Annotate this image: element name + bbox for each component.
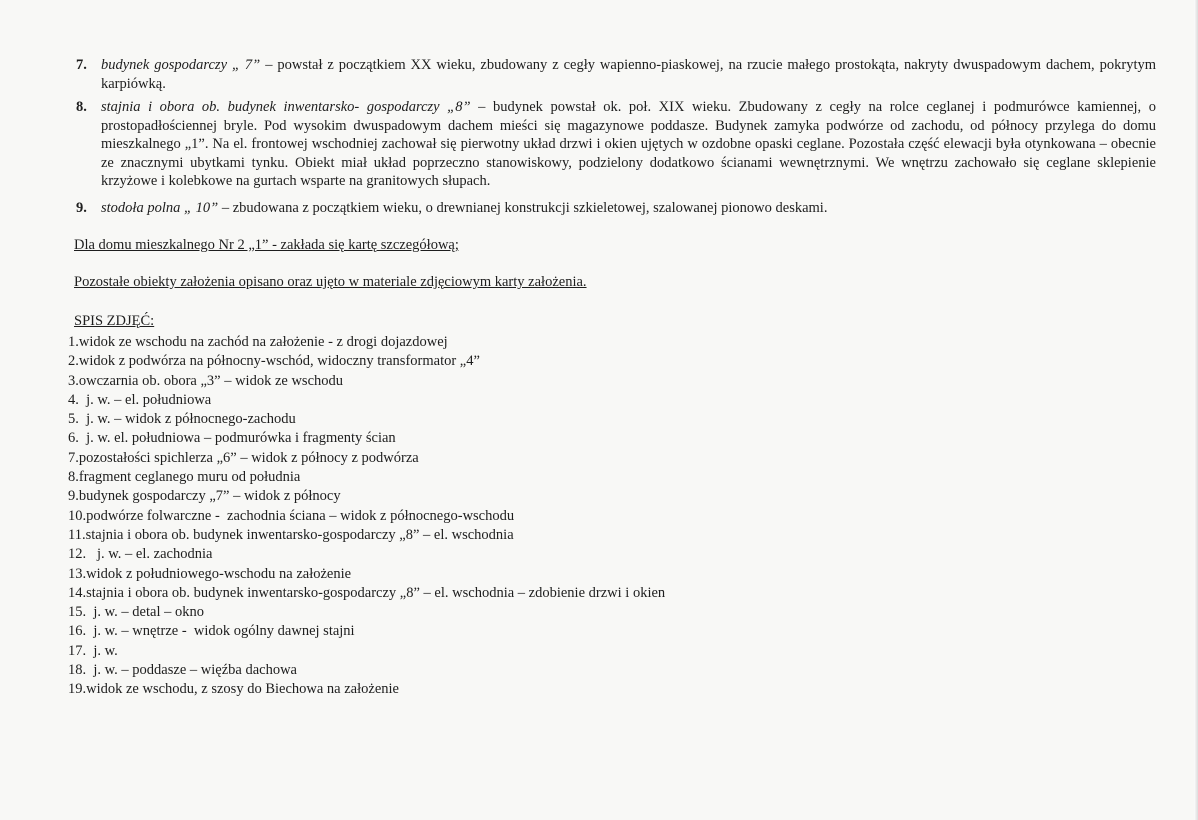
photo-description: j. w. – el. południowa: [78, 391, 212, 408]
photo-list-item: [68, 565, 665, 584]
photo-list-item: [68, 487, 665, 506]
photo-list-item: [68, 449, 665, 468]
scan-edge: [1194, 0, 1198, 820]
photo-list-item: [68, 545, 665, 564]
photo-number: 8.: [68, 469, 79, 486]
entry-number: 7.: [76, 57, 87, 73]
photo-description: widok z podwórza na północny-wschód, widoczny transformator „4”: [78, 353, 480, 370]
photo-number: 3.: [68, 372, 79, 389]
photo-description: j. w. – widok z północnego-zachodu: [78, 411, 296, 428]
photo-description: budynek gospodarczy „7” – widok z północy: [78, 488, 341, 505]
entry-description: – zbudowana z początkiem wieku, o drewnianej konstrukcji szkieletowej, szalowanej pionowo deskami.: [218, 200, 828, 216]
spis-zdjec-title: SPIS ZDJĘĆ:: [74, 313, 155, 329]
photo-list-item: [68, 642, 665, 661]
photo-description: j. w. – poddasze – więźba dachowa: [86, 662, 297, 679]
photo-number: 10.: [68, 507, 87, 524]
photo-number: 17.: [68, 642, 87, 659]
photo-list-item: [68, 584, 665, 603]
photo-description: widok ze wschodu na zachód na założenie - z drogi dojazdowej: [78, 334, 448, 350]
entry-number: 9.: [76, 200, 87, 216]
photo-number: 15.: [68, 604, 87, 621]
photo-list-item: [68, 680, 665, 699]
photo-description: j. w.: [86, 642, 118, 659]
photo-list-item: [68, 468, 665, 487]
photo-description: j. w. – el. zachodnia: [86, 546, 213, 563]
building-entry-9: [76, 199, 1156, 218]
entry-number: 8.: [76, 99, 87, 115]
photo-number: 5.: [68, 411, 79, 428]
photo-list-item: [68, 603, 665, 622]
photo-description: j. w. el. południowa – podmurówka i fragmenty ścian: [78, 430, 396, 447]
photo-number: 1.: [68, 334, 79, 350]
entry-text: [101, 98, 1156, 191]
photo-description: j. w. – wnętrze - widok ogólny dawnej stajni: [86, 623, 355, 640]
photo-number: 2.: [68, 353, 79, 370]
photo-list-item: [68, 526, 665, 545]
photo-number: 12.: [68, 546, 87, 563]
note-dom-mieszkalny: Dla domu mieszkalnego Nr 2 „1” - zakłada się kartę szczegółową;: [74, 237, 459, 253]
note-pozostale-obiekty: Pozostałe obiekty założenia opisano oraz ujęto w materiale zdjęciowym karty założenia.: [74, 274, 587, 290]
photo-number: 11.: [68, 526, 86, 543]
entry-text: [101, 56, 1156, 93]
photo-list-item: [68, 333, 665, 352]
entry-description: – budynek powstał ok. poł. XIX wieku. Zbudowany z cegły na rolce ceglanej i podmurówce kamiennej, o prostopadłościennej bryle. Pod wysokim dwuspadowym dachem mieści się magazynowe poddasze. Budynek zamyka podwórze od zachodu, od północy przylega do domu mieszkalnego „1”. Na el. frontowej wschodniej zachował się pierwotny układ drzwi i okien ujętych w ozdobne opaski ceglane. Pozostała część elewacji była otynkowana – obecnie ze znacznymi ubytkami tynku. Obiekt miał układ poprzeczno stanowiskowy, podzielony dodatkowo ścianami wewnętrznymi. We wnętrzu zachowało się ceglane sklepienie krzyżowe i kolebkowe na gurtach wsparte na granitowych słupach.: [101, 99, 1157, 189]
photo-list-item: [68, 372, 665, 391]
photo-number: 18.: [68, 662, 87, 679]
photo-number: 4.: [68, 391, 79, 408]
entry-name: budynek gospodarczy „ 7”: [101, 57, 261, 73]
photo-number: 19.: [68, 681, 87, 698]
photo-list-item: [68, 352, 665, 371]
building-entry-8: [76, 98, 1156, 191]
photo-list: [68, 333, 665, 700]
photo-description: owczarnia ob. obora „3” – widok ze wschodu: [78, 372, 344, 389]
photo-list-item: [68, 410, 665, 429]
photo-description: stajnia i obora ob. budynek inwentarsko-gospodarczy „8” – el. wschodnia – zdobienie drzwi i okien: [86, 584, 666, 601]
photo-number: 13.: [68, 565, 87, 582]
photo-list-item: [68, 507, 665, 526]
photo-description: podwórze folwarczne - zachodnia ściana – widok z północnego-wschodu: [86, 507, 515, 524]
photo-description: pozostałości spichlerza „6” – widok z północy z podwórza: [78, 449, 419, 466]
photo-description: fragment ceglanego muru od południa: [78, 469, 301, 486]
photo-list-item: [68, 622, 665, 641]
photo-description: widok z południowego-wschodu na założenie: [86, 565, 352, 582]
photo-number: 7.: [68, 449, 79, 466]
photo-number: 9.: [68, 488, 79, 505]
photo-description: j. w. – detal – okno: [86, 604, 204, 621]
photo-list-item: [68, 661, 665, 680]
photo-description: stajnia i obora ob. budynek inwentarsko-gospodarczy „8” – el. wschodnia: [85, 526, 514, 543]
entry-name: stajnia i obora ob. budynek inwentarsko- gospodarczy „8”: [101, 99, 471, 115]
photo-number: 16.: [68, 623, 87, 640]
photo-number: 14.: [68, 584, 87, 601]
entry-name: stodoła polna „ 10”: [101, 200, 219, 216]
entry-description: – powstał z początkiem XX wieku, zbudowany z cegły wapienno-piaskowej, na rzucie małego prostokąta, nakryty dwuspadowym dachem, pokrytym karpiówką.: [101, 57, 1157, 92]
entry-text: [101, 199, 1156, 218]
photo-list-item: [68, 391, 665, 410]
photo-number: 6.: [68, 430, 79, 447]
photo-description: widok ze wschodu, z szosy do Biechowa na założenie: [86, 681, 399, 698]
photo-list-item: [68, 429, 665, 448]
building-entry-7: [76, 56, 1156, 93]
